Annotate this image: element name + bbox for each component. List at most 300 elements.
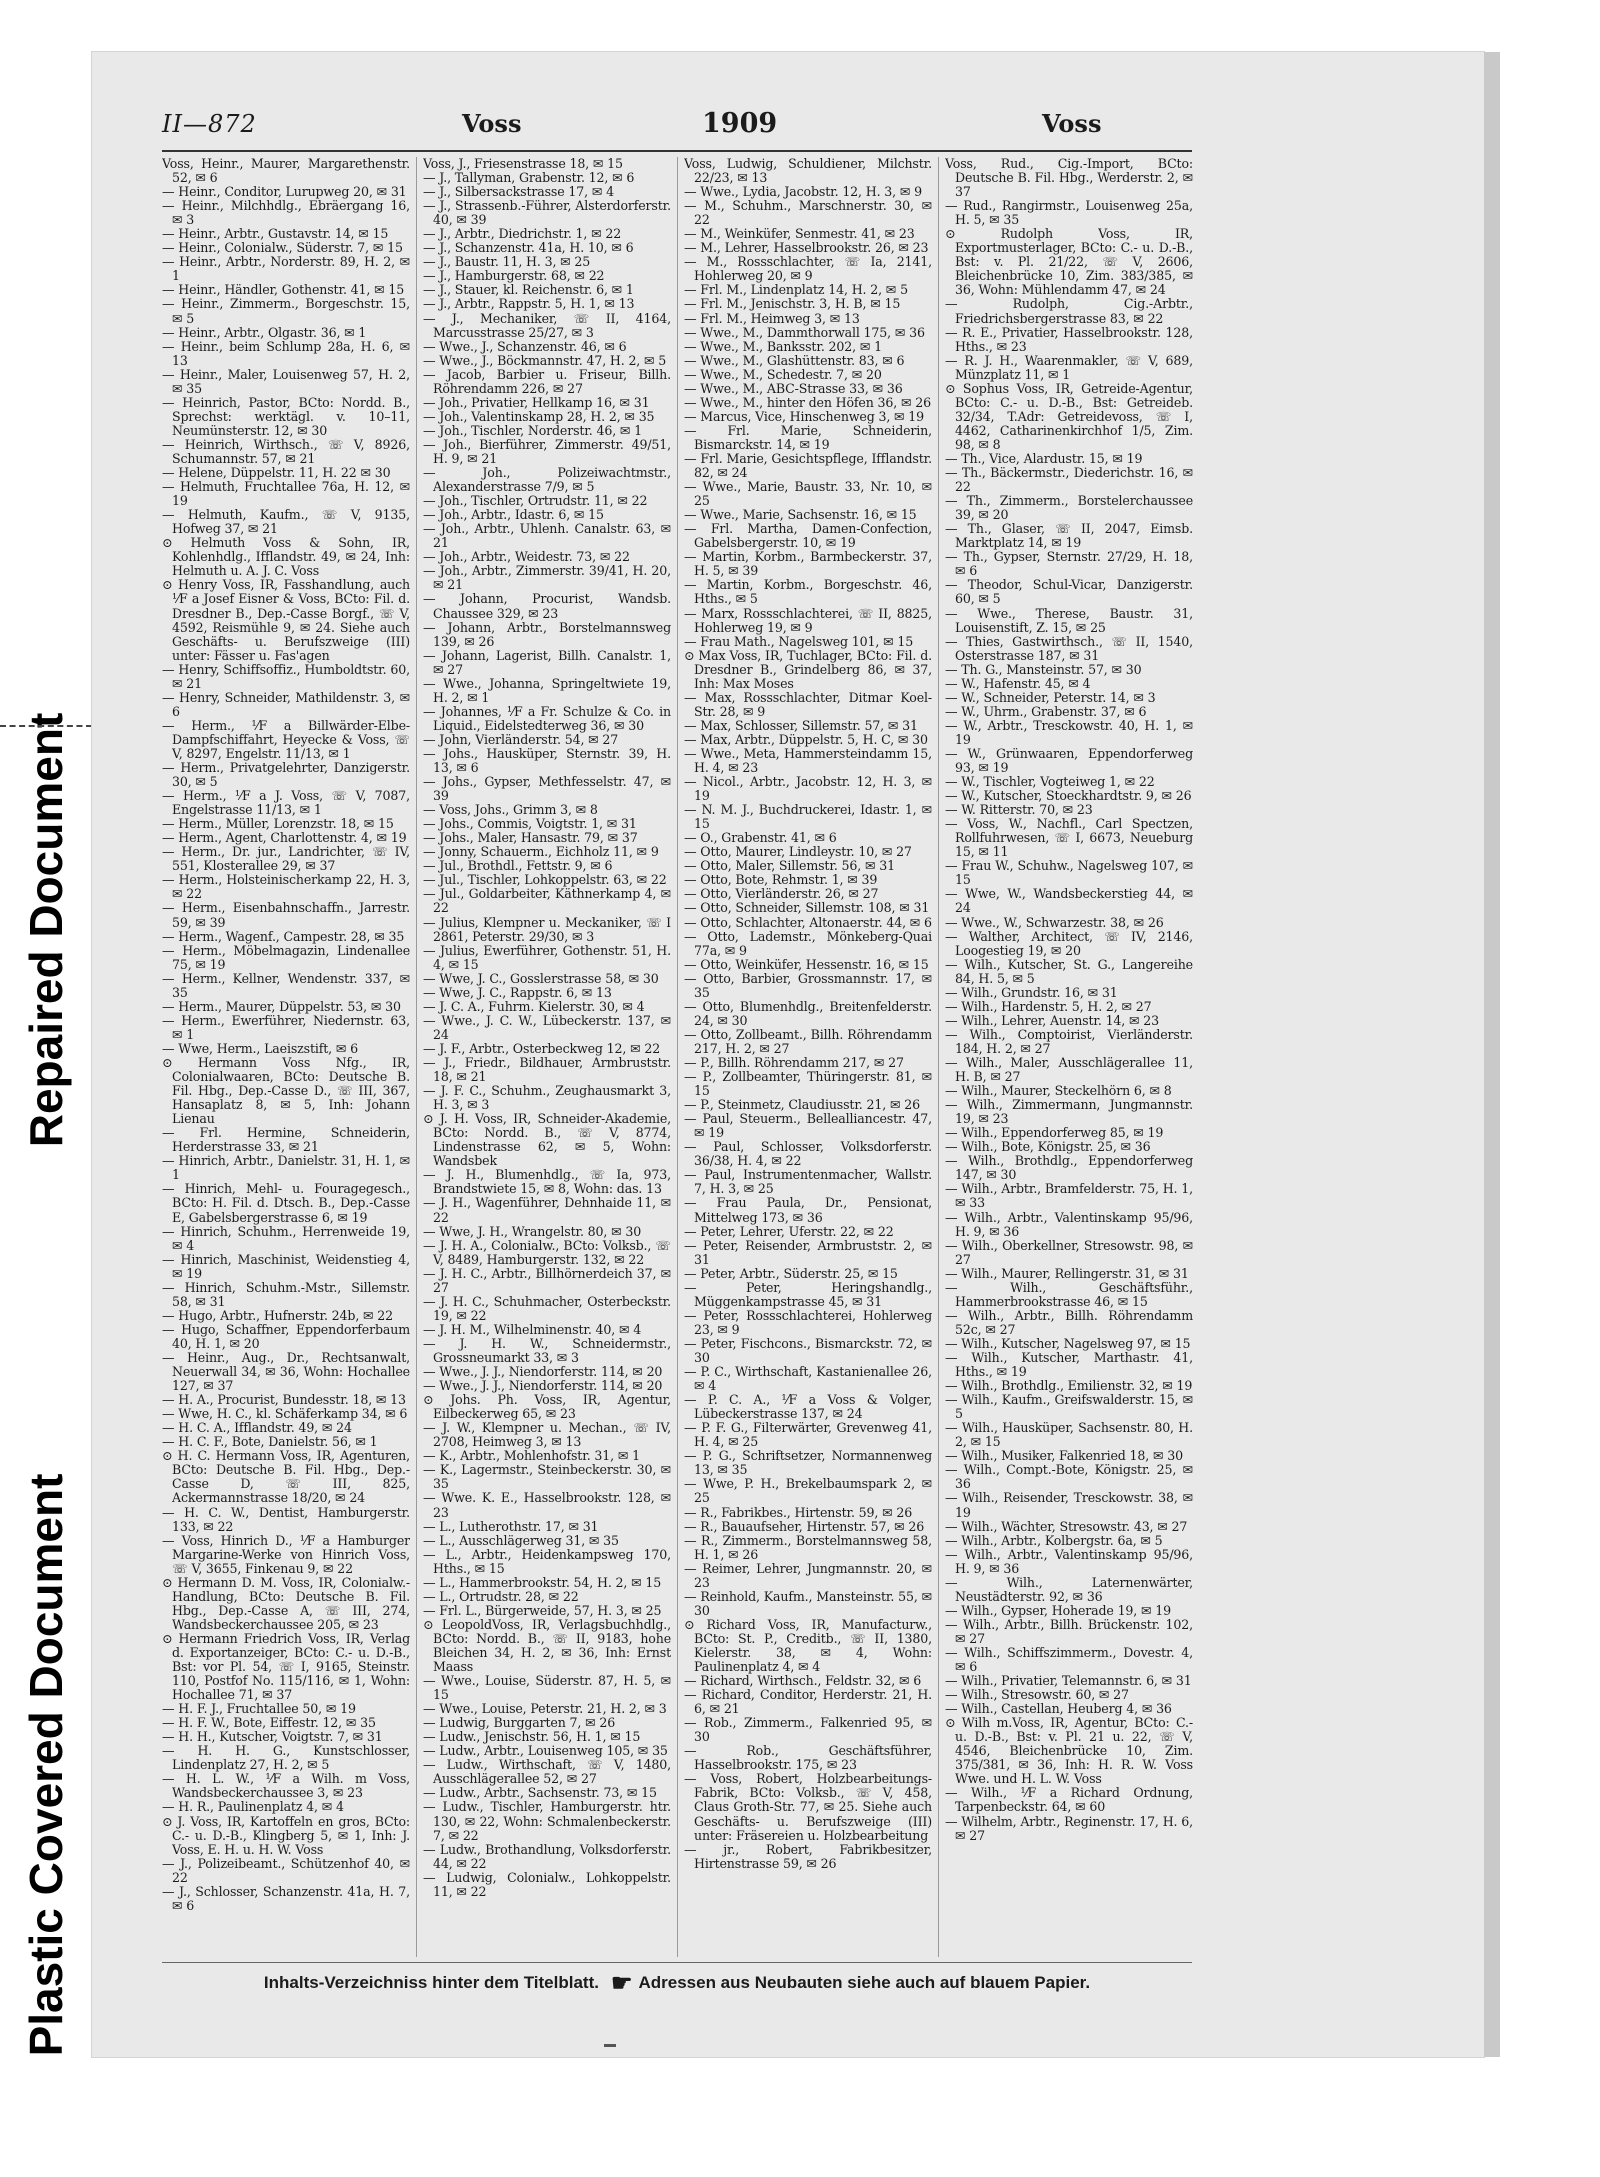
directory-entry: — H. C. F., Bote, Danielstr. 56, ✉ 1: [162, 1434, 378, 1450]
directory-entry: — Wilh., Arbtr., Valentinskamp 95/96, H. 9, ✉ 36: [945, 1209, 1193, 1239]
directory-entry: — Paul, Instrumentenmacher, Wallstr. 7, H. 3, ✉ 25: [684, 1167, 932, 1197]
header-year: 1909: [702, 108, 778, 139]
directory-entry: — Wwe., M., Schedestr. 7, ✉ 20: [684, 366, 882, 382]
directory-entry: — Joh., Arbtr., Weidestr. 73, ✉ 22: [423, 549, 630, 565]
directory-entry: — J., Baustr. 11, H. 3, ✉ 25: [423, 254, 591, 270]
directory-entry: — Wilh., Hausküper, Sachsenstr. 80, H. 2, ✉ 15: [945, 1420, 1193, 1450]
directory-entry: — Heinr., Aug., Dr., Rechtsanwalt, Neuerwall 34, ✉ 36, Wohn: Hochallee 127, ✉ 37: [162, 1349, 410, 1394]
directory-entry: — Wwe., J., Schanzenstr. 46, ✉ 6: [423, 338, 627, 354]
directory-entry: — W., Schneider, Peterstr. 14, ✉ 3: [945, 689, 1156, 705]
directory-entry: — J., Silbersackstrasse 17, ✉ 4: [423, 184, 614, 200]
directory-entry: — Wilh., Eppendorferweg 85, ✉ 19: [945, 1125, 1164, 1141]
directory-entry: — Wilh., Compt.-Bote, Königstr. 25, ✉ 36: [945, 1462, 1193, 1492]
directory-entry: ⊙ Henry Voss, IR, Fasshandlung, auch ⅟F a Josef Eisner & Voss, BCto: Fil. d. Dresdner B., Dep.-Casse Borgf., ☏ V, 4592, Reismühle 9, ✉ 24. Siehe auch Geschäfts- u. Berufszweige (III) unter: Fässer u. Fas'agen: [162, 577, 410, 663]
directory-entry: — Hinrich, Schuhm., Herrenweide 19, ✉ 4: [162, 1223, 410, 1253]
directory-entry: — Wilhelm, Arbtr., Reginenstr. 17, H. 6, ✉ 27: [945, 1813, 1193, 1843]
directory-entry: — Herm., Holsteinischerkamp 22, H. 3, ✉ 22: [162, 872, 410, 902]
header-rule: [162, 150, 1192, 152]
column-divider: [677, 157, 678, 1957]
directory-entry: — Hugo, Arbtr., Hufnerstr. 24b, ✉ 22: [162, 1307, 394, 1323]
directory-entry: — Ludw., Arbtr., Louisenweg 105, ✉ 35: [423, 1743, 668, 1759]
directory-entry: — Frl. M., Jenischstr. 3, H. B, ✉ 15: [684, 296, 901, 312]
directory-entry: — Otto, Blumenhdlg., Breitenfelderstr. 24, ✉ 30: [684, 998, 932, 1028]
directory-entry: — Th., Glaser, ☏ II, 2047, Eimsb. Marktplatz 14, ✉ 19: [945, 521, 1193, 551]
directory-column-3: [684, 157, 932, 1957]
directory-entry: — Wilh., Hardenstr. 5, H. 2, ✉ 27: [945, 998, 1152, 1014]
directory-entry: — H. C. A., Ifflandstr. 49, ✉ 24: [162, 1420, 352, 1436]
directory-entry: ⊙ LeopoldVoss, IR, Verlagsbuchhdlg., BCto: Nordd. B., ☏ II, 9183, hohe Bleichen 34, H. 2, ✉ 36, Inh: Ernst Maass: [423, 1616, 671, 1675]
directory-entry: — Marcus, Vice, Hinschenweg 3, ✉ 19: [684, 408, 925, 424]
directory-entry: — Rob., Geschäftsführer, Hasselbrookstr. 175, ✉ 23: [684, 1743, 932, 1773]
directory-entry: — Jul., Goldarbeiter, Käthnerkamp 4, ✉ 22: [423, 886, 671, 916]
directory-entry: — Wwe., Marie, Baustr. 33, Nr. 10, ✉ 25: [684, 479, 932, 509]
directory-entry: — Herm., Möbelmagazin, Lindenallee 75, ✉ 19: [162, 942, 410, 972]
pointing-hand-icon: ☛: [610, 1970, 633, 1997]
directory-entry: — Ludwig, Colonialw., Lohkoppelstr. 11, ✉ 22: [423, 1869, 671, 1899]
directory-entry: — Reimer, Lehrer, Jungmannstr. 20, ✉ 23: [684, 1560, 932, 1590]
directory-entry: — Wwe, J. C., Rappstr. 6, ✉ 13: [423, 984, 612, 1000]
directory-entry: — Joh., Polizeiwachtmstr., Alexanderstrasse 7/9, ✉ 5: [423, 465, 671, 495]
directory-entry: — Otto, Maurer, Lindleystr. 10, ✉ 27: [684, 844, 912, 860]
directory-entry: — Frl. Marie, Gesichtspflege, Ifflandstr. 82, ✉ 24: [684, 450, 932, 481]
directory-entry: — Wilh., Comptoirist, Vierländerstr. 184, H. 2, ✉ 27: [945, 1026, 1193, 1056]
directory-entry: — Wilh., Laternenwärter, Neustädterstr. 92, ✉ 36: [945, 1574, 1193, 1604]
directory-entry: ⊙ Hermann Friedrich Voss, IR, Verlag d. Exportanzeiger, BCto: C.- u. D.-B., Bst: vor Pl. 54, ☏ I, 9165, Steinstr. 110, Postfof No. 115/116, ✉ 1, Wohn: Hochallee 71, ✉ 37: [162, 1630, 410, 1703]
directory-entry: — Frau Math., Nagelsweg 101, ✉ 15: [684, 633, 914, 649]
directory-entry: — Frl. L., Bürgerweide, 57, H. 3, ✉ 25: [423, 1602, 662, 1618]
directory-entry: — Rud., Rangirmstr., Louisenweg 25a, H. 5, ✉ 35: [945, 198, 1193, 228]
directory-entry: — Otto, Schlachter, Altonaerstr. 44, ✉ 6: [684, 914, 932, 930]
directory-entry: — Paul, Steuerm., Bellealliancestr. 47, ✉ 19: [684, 1111, 932, 1141]
directory-entry: — Jacob, Barbier u. Friseur, Billh. Röhrendamm 226, ✉ 27: [423, 366, 671, 396]
directory-entry: — Wilh., Maurer, Steckelhörn 6, ✉ 8: [945, 1083, 1172, 1099]
directory-entry: — Rudolph, Cig.-Arbtr., Friedrichsbergerstrasse 83, ✉ 22: [945, 296, 1193, 326]
directory-entry: — J., Schlosser, Schanzenstr. 41a, H. 7, ✉ 6: [162, 1883, 410, 1913]
directory-entry: — Frl. Martha, Damen-Confection, Gabelsbergerstr. 10, ✉ 19: [684, 521, 932, 551]
directory-entry: — Herm., ⅟F a J. Voss, ☏ V, 7087, Engelstrasse 11/13, ✉ 1: [162, 788, 410, 818]
directory-entry: — H. C. W., Dentist, Hamburgerstr. 133, ✉ 22: [162, 1504, 410, 1534]
directory-entry: — Otto, Weinküfer, Hessenstr. 16, ✉ 15: [684, 956, 929, 972]
directory-entry: — W., Kutscher, Stoeckhardtstr. 9, ✉ 26: [945, 788, 1192, 804]
directory-entry: — Voss, Robert, Holzbearbeitungs-Fabrik, BCto: Volksb., ☏ V, 458, Claus Groth-Str. 77, ✉ 25. Siehe auch Geschäfts- u. Berufszweige (III) unter: Fräsereien u. Holzbearbeitung: [684, 1771, 932, 1843]
directory-entry: — Heinr., Maler, Louisenweg 57, H. 2, ✉ 35: [162, 366, 410, 396]
directory-entry: — H. A., Procurist, Bundesstr. 18, ✉ 13: [162, 1392, 406, 1408]
directory-entry: — Joh., Tischler, Ortrudstr. 11, ✉ 22: [423, 493, 648, 509]
directory-entry: — J. H. M., Wilhelminenstr. 40, ✉ 4: [423, 1321, 642, 1337]
directory-entry: — Wilh., Wächter, Stresowstr. 43, ✉ 27: [945, 1518, 1188, 1534]
directory-entry: — H. L. W., ⅟F a Wilh. m Voss, Wandsbeckerchaussee 3, ✉ 23: [162, 1771, 410, 1801]
directory-entry: — Walther, Architect, ☏ IV, 2146, Loogestieg 19, ✉ 20: [945, 928, 1193, 958]
header-right-name: Voss: [1042, 109, 1102, 138]
directory-entry: — Frl. M., Lindenplatz 14, H. 2, ✉ 5: [684, 282, 908, 298]
directory-entry: — J. W., Klempner u. Mechan., ☏ IV, 2708, Heimweg 3, ✉ 13: [423, 1420, 671, 1450]
directory-entry: — Otto, Barbier, Grossmannstr. 17, ✉ 35: [684, 970, 932, 1000]
directory-entry: — Rob., Zimmerm., Falkenried 95, ✉ 30: [684, 1715, 932, 1745]
directory-entry: — Wilh., Castellan, Heuberg 4, ✉ 36: [945, 1701, 1172, 1717]
directory-entry: — Heinrich, Pastor, BCto: Nordd. B., Sprechst: werktägl. v. 10–11, Neumünsterstr. 12, ✉ 30: [162, 394, 410, 438]
directory-entry: — Wwe., J., Böckmannstr. 47, H. 2, ✉ 5: [423, 352, 667, 368]
directory-entry: — Otto, Maler, Sillemstr. 56, ✉ 31: [684, 858, 895, 874]
directory-entry: — Herm., Eisenbahnschaffn., Jarrestr. 59, ✉ 39: [162, 900, 410, 930]
directory-entry: — Hinrich, Arbtr., Danielstr. 31, H. 1, ✉ 1: [162, 1153, 410, 1183]
directory-entry: — Nicol., Arbtr., Jacobstr. 12, H. 3, ✉ 19: [684, 774, 932, 804]
directory-entry: — Th., Vice, Alardustr. 15, ✉ 19: [945, 450, 1143, 466]
directory-entry: — Johann, Procurist, Wandsb. Chaussee 329, ✉ 23: [423, 591, 671, 621]
directory-entry: — Peter, Arbtr., Süderstr. 25, ✉ 15: [684, 1265, 898, 1281]
directory-entry: — Herm., Wagenf., Campestr. 28, ✉ 35: [162, 928, 405, 944]
directory-entry: — Heinrich, Wirthsch., ☏ V, 8926, Schumannstr. 57, ✉ 21: [162, 436, 410, 466]
directory-entry: — Joh., Valentinskamp 28, H. 2, ✉ 35: [423, 408, 655, 424]
directory-entry: — Frau Paula, Dr., Pensionat, Mittelweg 173, ✉ 36: [684, 1195, 932, 1225]
directory-entry: — Otto, Vierländerstr. 26, ✉ 27: [684, 886, 879, 902]
directory-entry: — Helene, Düppelstr. 11, H. 22 ✉ 30: [162, 465, 391, 481]
directory-entry: — N. M. J., Buchdruckerei, Idastr. 1, ✉ 15: [684, 802, 932, 832]
directory-entry: — J. H., Wagenführer, Dehnhaide 11, ✉ 22: [423, 1195, 671, 1225]
directory-entry: — Heinr., Milchhdlg., Ebräergang 16, ✉ 3: [162, 198, 410, 228]
directory-entry: — Theodor, Schul-Vicar, Danzigerstr. 60, ✉ 5: [945, 577, 1193, 607]
directory-entry: — Wilh., Schiffszimmerm., Dovestr. 4, ✉ 6: [945, 1644, 1193, 1675]
directory-entry: — John, Vierländerstr. 54, ✉ 27: [423, 731, 619, 747]
directory-entry: — W., Uhrm., Grabenstr. 37, ✉ 6: [945, 703, 1147, 719]
directory-entry: ⊙ Johs. Ph. Voss, IR, Agentur, Eilbeckerweg 65, ✉ 23: [423, 1392, 671, 1422]
directory-entry: — J. H. W., Schneidermstr., Grossneumarkt 33, ✉ 3: [423, 1335, 671, 1365]
directory-entry: — Wilh., Musiker, Falkenried 18, ✉ 30: [945, 1448, 1183, 1464]
directory-entry: — J., Friedr., Bildhauer, Armbruststr. 18, ✉ 21: [423, 1055, 671, 1085]
directory-entry: — J., Arbtr., Diedrichstr. 1, ✉ 22: [423, 226, 622, 242]
footer-index-note: Inhalts-Verzeichniss hinter dem Titelblatt.: [263, 1973, 599, 1992]
footer-new-buildings-note: Adressen aus Neubauten siehe auch auf blauem Papier.: [638, 1973, 1091, 1992]
directory-entry: — W., Arbtr., Tresckowstr. 40, H. 1, ✉ 19: [945, 717, 1193, 747]
directory-entry: — Jul., Brothdl., Fettstr. 9, ✉ 6: [423, 858, 613, 874]
directory-entry: — Hinrich, Schuhm.-Mstr., Sillemstr. 58, ✉ 31: [162, 1279, 410, 1309]
directory-entry: — Wilh., Kutscher, Nagelsweg 97, ✉ 15: [945, 1335, 1191, 1351]
directory-entry: — Wwe., M., ABC-Strasse 33, ✉ 36: [684, 380, 903, 396]
directory-entry: — J., Arbtr., Rappstr. 5, H. 1, ✉ 13: [423, 296, 635, 312]
directory-entry: — Voss, W., Nachfl., Carl Spectzen, Rollfuhrwesen, ☏ I, 6673, Neueburg 15, ✉ 11: [945, 816, 1193, 860]
directory-column-4: [945, 157, 1193, 1957]
directory-entry: — Wilh., Geschäftsführ., Hammerbrookstrasse 46, ✉ 15: [945, 1279, 1193, 1309]
directory-entry: — W., Tischler, Vogteiweg 1, ✉ 22: [945, 774, 1155, 790]
directory-entry: ⊙ H. C. Hermann Voss, IR, Agenturen, BCto: Deutsche B. Fil. Hbg., Dep.-Casse D, ☏ III, 825, Ackermannstrasse 18/20, ✉ 24: [162, 1448, 410, 1506]
directory-entry: — M., Lehrer, Hasselbrookstr. 26, ✉ 23: [684, 240, 929, 256]
directory-entry: — Wwe., M., Dammthorwall 175, ✉ 36: [684, 324, 925, 340]
directory-entry: — L., Lutherothstr. 17, ✉ 31: [423, 1518, 599, 1534]
directory-entry: — Heinr., Händler, Gothenstr. 41, ✉ 15: [162, 282, 405, 298]
directory-entry: — Joh., Arbtr., Idastr. 6, ✉ 15: [423, 507, 604, 523]
directory-entry: — Julius, Klempner u. Meckaniker, ☏ I 2861, Peterstr. 29/30, ✉ 3: [423, 914, 671, 944]
directory-entry: — Wilh., Zimmermann, Jungmannstr. 19, ✉ 23: [945, 1097, 1193, 1127]
directory-entry: — Johs., Hausküper, Sternstr. 39, H. 13, ✉ 6: [423, 745, 671, 776]
directory-entry: ⊙ Wilh m.Voss, IR, Agentur, BCto: C.- u. D.-B., Bst: v. Pl. 21 u. 22, ☏ V, 4546, Bleichenbrücke 10, Zim. 375/381, ✉ 36, Inh: H. R. W. Voss Wwe. und H. L. W. Voss: [945, 1715, 1193, 1787]
directory-entry: — Peter, Reisender, Armbruststr. 2, ✉ 31: [684, 1237, 932, 1267]
directory-entry: — Wilh., Kaufm., Greifswalderstr. 15, ✉ 5: [945, 1392, 1193, 1422]
directory-entry: — P. C., Wirthschaft, Kastanienallee 26, ✉ 4: [684, 1364, 932, 1394]
directory-entry: — Wilh., Brothdlg., Emilienstr. 32, ✉ 19: [945, 1378, 1193, 1394]
directory-entry: — Wilh., Bote, Königstr. 25, ✉ 36: [945, 1139, 1151, 1155]
directory-entry: — Henry, Schneider, Mathildenstr. 3, ✉ 6: [162, 689, 410, 719]
directory-entry: — K., Lagermstr., Steinbeckerstr. 30, ✉ 35: [423, 1462, 671, 1492]
directory-entry: — Ludw., Brothandlung, Volksdorferstr. 44, ✉ 22: [423, 1841, 671, 1871]
directory-entry: — Johs., Maler, Hansastr. 79, ✉ 37: [423, 830, 638, 846]
directory-entry: ⊙ Rudolph Voss, IR, Exportmusterlager, BCto: C.- u. D.-B., Bst: v. Pl. 21/22, ☏ V, 2606, Bleichenbrücke 10, Zim. 383/385, ✉ 36, Wohn: Mühlendamm 47, ✉ 24: [945, 226, 1193, 298]
directory-entry: — Martin, Korbm., Barmbeckerstr. 37, H. 5, ✉ 39: [684, 549, 932, 579]
directory-entry: — Wwe., Therese, Baustr. 31, Louisenstift, Z. 15, ✉ 25: [945, 605, 1193, 635]
directory-entry: ⊙ Richard Voss, IR, Manufacturw., BCto: St. P., Creditb., ☏ II, 1380, Kielerstr. 38, ✉ 4, Wohn: Paulinenplatz 4, ✉ 4: [684, 1616, 932, 1675]
directory-entry: — Herm., Dr. jur., Landrichter, ☏ IV, 551, Klosterallee 29, ✉ 37: [162, 844, 410, 874]
directory-entry: — Wilh., ⅟F a Richard Ordnung, Tarpenbeckstr. 64, ✉ 60: [945, 1785, 1193, 1815]
directory-entry: — Heinr., Arbtr., Gustavstr. 14, ✉ 15: [162, 226, 389, 242]
directory-entry: — K., Arbtr., Mohlenhofstr. 31, ✉ 1: [423, 1448, 640, 1464]
directory-entry: — Johs., Gypser, Methfesselstr. 47, ✉ 39: [423, 774, 671, 804]
directory-entry: — Wilh., Kutscher, St. G., Langereihe 84, H. 5, ✉ 5: [945, 956, 1193, 986]
directory-entry: — Wilh., Lehrer, Auenstr. 14, ✉ 23: [945, 1012, 1159, 1028]
directory-entry: — P. G., Schriftsetzer, Normannenweg 13, ✉ 35: [684, 1448, 932, 1478]
directory-entry: — Max, Arbtr., Düppelstr. 5, H. C, ✉ 30: [684, 731, 928, 747]
footer-rule: [162, 1962, 1192, 1963]
directory-entry: Voss, J., Friesenstrasse 18, ✉ 15: [423, 157, 623, 171]
directory-entry: — J. H. C., Arbtr., Billhörnerdeich 37, ✉ 27: [423, 1265, 671, 1295]
directory-entry: ⊙ Sophus Voss, IR, Getreide-Agentur, BCto: C.- u. D.-B., Bst: Getreideb. 32/34, T.Adr: Getreidevoss, ☏ I, 4462, Catharinenkirchhof 1/5, Zim. 98, ✉ 8: [945, 380, 1193, 452]
directory-entry: ⊙ J. Voss, IR, Kartoffeln en gros, BCto: C.- u. D.-B., Klingberg 5, ✉ 1, Inh: J. Voss, E. H. u. H. W. Voss: [162, 1813, 410, 1857]
directory-entry: — Wwe., J. J., Niendorferstr. 114, ✉ 20: [423, 1364, 663, 1380]
directory-entry: — Max, Schlosser, Sillemstr. 57, ✉ 31: [684, 717, 918, 733]
directory-entry: — L., Ausschlägerweg 31, ✉ 35: [423, 1532, 619, 1548]
directory-entry: — Peter, Heringshandlg., Müggenkampstrasse 45, ✉ 31: [684, 1279, 932, 1309]
directory-entry: — Thies, Gastwirthsch., ☏ II, 1540, Osterstrasse 187, ✉ 31: [945, 633, 1193, 663]
directory-entry: — Otto, Schneider, Sillemstr. 108, ✉ 31: [684, 900, 930, 916]
directory-entry: ⊙ Max Voss, IR, Tuchlager, BCto: Fil. d. Dresdner B., Grindelberg 86, ✉ 37, Inh: Max Moses: [684, 647, 932, 691]
directory-entry: — Heinr., beim Schlump 28a, H. 6, ✉ 13: [162, 338, 410, 368]
directory-entry: — Wilh., Maurer, Rellingerstr. 31, ✉ 31: [945, 1265, 1189, 1281]
directory-entry: — Wwe., Johanna, Springeltwiete 19, H. 2, ✉ 1: [423, 675, 671, 705]
directory-entry: — Wilh., Arbtr., Kolbergstr. 6a, ✉ 5: [945, 1532, 1163, 1548]
directory-entry: — Wilh., Arbtr., Billh. Röhrendamm 52c, ✉ 27: [945, 1307, 1193, 1337]
plastic-covered-stamp: Plastic Covered Document: [20, 1473, 72, 2057]
directory-entry: — Wwe., Meta, Hammersteindamm 15, H. 4, ✉ 23: [684, 745, 932, 776]
directory-entry: — Voss, Johs., Grimm 3, ✉ 8: [423, 802, 598, 818]
scanned-page: [92, 52, 1484, 2057]
directory-entry: — M., Schuhm., Marschnerstr. 30, ✉ 22: [684, 198, 932, 228]
directory-entry: — Peter, Lehrer, Uferstr. 22, ✉ 22: [684, 1223, 894, 1239]
directory-entry: — Herm., Privatgelehrter, Danzigerstr. 30, ✉ 5: [162, 760, 410, 790]
directory-entry: — P., Billh. Röhrendamm 217, ✉ 27: [684, 1055, 904, 1070]
directory-entry: — L., Ortrudstr. 28, ✉ 22: [423, 1588, 579, 1604]
directory-entry: — Ludwig, Burggarten 7, ✉ 26: [423, 1715, 616, 1731]
directory-entry: — Wwe, P. H., Brekelbaumspark 2, ✉ 25: [684, 1476, 932, 1506]
directory-entry: — Wwe., Lydia, Jacobstr. 12, H. 3, ✉ 9: [684, 184, 922, 200]
directory-entry: — J. H. C., Schuhmacher, Osterbeckstr. 19, ✉ 22: [423, 1293, 671, 1323]
header-left-name: Voss: [462, 109, 522, 138]
directory-entry: — Wilh., Maler, Ausschlägerallee 11, H. B, ✉ 27: [945, 1055, 1193, 1085]
directory-entry: — Otto, Bote, Rehmstr. 1, ✉ 39: [684, 872, 878, 888]
directory-entry: Voss, Ludwig, Schuldiener, Milchstr. 22/23, ✉ 13: [684, 157, 932, 186]
directory-entry: — W. Ritterstr. 70, ✉ 23: [945, 802, 1093, 818]
directory-entry: — Heinr., Zimmerm., Borgeschstr. 15, ✉ 5: [162, 296, 410, 326]
directory-entry: — Wilh., Stresowstr. 60, ✉ 27: [945, 1687, 1129, 1703]
directory-entry: — Marx, Rossschlachterei, ☏ II, 8825, Hohlerweg 19, ✉ 9: [684, 605, 932, 635]
column-divider: [416, 157, 417, 1957]
directory-entry: — Johann, Lagerist, Billh. Canalstr. 1, ✉ 27: [423, 647, 671, 677]
directory-entry: — Th., Gypser, Sternstr. 27/29, H. 18, ✉ 6: [945, 549, 1193, 579]
directory-entry: — J., Mechaniker, ☏ II, 4164, Marcusstrasse 25/27, ✉ 3: [423, 310, 671, 340]
directory-entry: — R., Bauaufseher, Hirtenstr. 57, ✉ 26: [684, 1518, 925, 1534]
directory-entry: — Joh., Privatier, Hellkamp 16, ✉ 31: [423, 394, 650, 410]
directory-entry: — H. F. W., Bote, Eiffestr. 12, ✉ 35: [162, 1715, 376, 1731]
directory-entry: — L., Hammerbrookstr. 54, H. 2, ✉ 15: [423, 1574, 662, 1590]
directory-entry: — Wwe. K. E., Hasselbrookstr. 128, ✉ 23: [423, 1490, 671, 1520]
directory-entry: — Herm., Ewerführer, Niedernstr. 63, ✉ 1: [162, 1012, 410, 1042]
directory-entry: ⊙ Hermann D. M. Voss, IR, Colonialw.-Handlung, BCto: Deutsche B. Fil. Hbg., Dep.-Casse A, ☏ III, 274, Wandsbeckerchaussee 205, ✉ 23: [162, 1574, 410, 1632]
directory-entry: — Hugo, Schaffner, Eppendorferbaum 40, H. 1, ✉ 20: [162, 1321, 410, 1351]
directory-entry: — Wwe, J. H., Wrangelstr. 80, ✉ 30: [423, 1223, 642, 1239]
directory-entry: — Wwe., Marie, Sachsenstr. 16, ✉ 15: [684, 507, 917, 523]
directory-entry: ⊙ Helmuth Voss & Sohn, IR, Kohlenhdlg., Ifflandstr. 49, ✉ 24, Inh: Helmuth u. A. J. C. Voss: [162, 535, 410, 579]
directory-entry: — Herm., Maurer, Düppelstr. 53, ✉ 30: [162, 998, 401, 1014]
directory-entry: — Joh., Tischler, Norderstr. 46, ✉ 1: [423, 422, 643, 438]
directory-entry: — Wilh., Brothdlg., Eppendorferweg 147, ✉ 30: [945, 1153, 1193, 1183]
directory-entry: — M., Weinküfer, Senmestr. 41, ✉ 23: [684, 226, 915, 242]
directory-entry: — Otto, Zollbeamt., Billh. Röhrendamm 217, H. 2, ✉ 27: [684, 1026, 932, 1056]
directory-entry: — Wwe., J. J., Niendorferstr. 114, ✉ 20: [423, 1378, 663, 1394]
directory-entry: — Wilh., Privatier, Telemannstr. 6, ✉ 31: [945, 1673, 1192, 1689]
directory-entry: — J. H. A., Colonialw., BCto: Volksb., ☏ V, 8489, Hamburgerstr. 132, ✉ 22: [423, 1237, 671, 1267]
directory-entry: — Jul., Tischler, Lohkoppelstr. 63, ✉ 22: [423, 872, 667, 888]
directory-entry: — jr., Robert, Fabrikbesitzer, Hirtenstrasse 59, ✉ 26: [684, 1841, 932, 1871]
directory-entry: — Th. G., Mansteinstr. 57, ✉ 30: [945, 661, 1142, 677]
directory-entry: — J., Polizeibeamt., Schützenhof 40, ✉ 22: [162, 1855, 410, 1885]
directory-entry: — Herm., Müller, Lorenzstr. 18, ✉ 15: [162, 816, 394, 832]
directory-entry: — J., Schanzenstr. 41a, H. 10, ✉ 6: [423, 240, 634, 256]
directory-entry: — Wwe., M., Banksstr. 202, ✉ 1: [684, 338, 882, 354]
directory-entry: Voss, Rud., Cig.-Import, BCto: Deutsche B. Fil. Hbg., Werderstr. 2, ✉ 37: [945, 157, 1193, 200]
directory-entry: — Wilh., Gypser, Hoherade 19, ✉ 19: [945, 1602, 1171, 1618]
directory-entry: — J., Stauer, kl. Reichenstr. 6, ✉ 1: [423, 282, 634, 298]
directory-entry: — W., Hafenstr. 45, ✉ 4: [945, 675, 1091, 691]
directory-entry: — Frau W., Schuhw., Nagelsweg 107, ✉ 15: [945, 858, 1193, 888]
directory-entry: — Th., Bäckermstr., Diederichstr. 16, ✉ 22: [945, 465, 1193, 495]
column-divider: [938, 157, 939, 1957]
directory-entry: — Heinr., Colonialw., Süderstr. 7, ✉ 15: [162, 240, 403, 256]
directory-entry: — Wwe., J. C. W., Lübeckerstr. 137, ✉ 24: [423, 1012, 671, 1042]
directory-entry: — Frl. M., Heimweg 3, ✉ 13: [684, 310, 860, 326]
directory-entry: — J., Strassenb.-Führer, Alsterdorferstr. 40, ✉ 39: [423, 198, 671, 228]
directory-column-1: [162, 157, 410, 1957]
directory-entry: — Peter, Fischcons., Bismarckstr. 72, ✉ 30: [684, 1335, 932, 1365]
directory-entry: — Wwe., M., hinter den Höfen 36, ✉ 26: [684, 394, 931, 410]
directory-entry: — M., Rossschlachter, ☏ Ia, 2141, Hohlerweg 20, ✉ 9: [684, 254, 932, 284]
directory-entry: — Ludw., Jenischstr. 56, H. 1, ✉ 15: [423, 1729, 641, 1745]
directory-entry: — Herm., ⅟F a Billwärder-Elbe-Dampfschiffahrt, Heyecke & Voss, ☏ V, 8297, Engelstr. 11/13, ✉ 1: [162, 717, 410, 761]
directory-entry: ⊙ Hermann Voss Nfg., IR, Colonialwaaren, BCto: Deutsche B. Fil. Hbg., Dep.-Casse D., ☏ III, 367, Hansaplatz 8, ✉ 5, Inh: Johann Lienau: [162, 1055, 410, 1127]
directory-entry: — J. H., Blumenhdlg., ☏ Ia, 973, Brandstwiete 15, ✉ 8, Wohn: das. 13: [423, 1167, 671, 1197]
directory-entry: — Wwe, J. C., Gosslerstrasse 58, ✉ 30: [423, 970, 659, 986]
directory-entry: — P., Steinmetz, Claudiusstr. 21, ✉ 26: [684, 1097, 920, 1113]
directory-entry: — Heinr., Arbtr., Norderstr. 89, H. 2, ✉ 1: [162, 254, 410, 284]
directory-entry: — Wwe., W., Schwarzestr. 38, ✉ 26: [945, 914, 1164, 930]
directory-entry: — Wwe., Louise, Süderstr. 87, H. 5, ✉ 15: [423, 1673, 671, 1703]
directory-entry: — Johs., Commis, Voigtstr. 1, ✉ 31: [423, 816, 637, 832]
directory-entry: — Wwe., M., Glashüttenstr. 83, ✉ 6: [684, 352, 905, 368]
directory-entry: — J. F., Arbtr., Osterbeckweg 12, ✉ 22: [423, 1040, 661, 1056]
directory-entry: — Herm., Agent, Charlottenstr. 4, ✉ 19: [162, 830, 407, 846]
directory-entry: — Hinrich, Maschinist, Weidenstieg 4, ✉ 19: [162, 1251, 410, 1281]
directory-entry: — Th., Zimmerm., Borstelerchaussee 39, ✉ 20: [945, 493, 1193, 523]
directory-entry: — Voss, Hinrich D., ⅟F a Hamburger Margarine-Werke von Hinrich Voss, ☏ V, 3655, Finkenau 9, ✉ 22: [162, 1532, 410, 1576]
directory-entry: — R., Fabrikbes., Hirtenstr. 59, ✉ 26: [684, 1504, 913, 1520]
directory-entry: — Helmuth, Fruchtallee 76a, H. 12, ✉ 19: [162, 479, 410, 509]
directory-entry: — Johannes, ⅟F a Fr. Schulze & Co. in Liquid., Eidelstedterweg 36, ✉ 30: [423, 703, 671, 733]
repaired-document-stamp: Repaired Document: [20, 712, 72, 1148]
directory-entry: — Wwe, Herm., Laeiszstift, ✉ 6: [162, 1040, 358, 1056]
directory-entry: — Henry, Schiffsoffiz., Humboldtstr. 60, ✉ 21: [162, 661, 410, 691]
directory-entry: — R. E., Privatier, Hasselbrookstr. 128, Hths., ✉ 23: [945, 324, 1193, 354]
footer-note: [162, 1970, 1192, 1997]
right-margin: [1500, 52, 1600, 2057]
directory-entry: — Johann, Arbtr., Borstelmannsweg 139, ✉ 26: [423, 619, 671, 649]
directory-entry: Voss, Heinr., Maurer, Margarethenstr. 52, ✉ 6: [162, 157, 410, 186]
directory-entry: — Hinrich, Mehl- u. Fouragegesch., BCto: H. Fil. d. Dtsch. B., Dep.-Casse E, Gabelsbergerstrasse 6, ✉ 19: [162, 1181, 410, 1225]
directory-entry: — Frl. Marie, Schneiderin, Bismarckstr. 14, ✉ 19: [684, 422, 932, 452]
directory-entry: — Richard, Wirthsch., Feldstr. 32, ✉ 6: [684, 1673, 922, 1689]
directory-entry: — P. C. A., ⅟F a Voss & Volger, Lübeckerstrasse 137, ✉ 24: [684, 1392, 932, 1422]
directory-entry: — Wilh., Kutscher, Marthastr. 41, Hths., ✉ 19: [945, 1349, 1193, 1380]
directory-entry: — J., Hamburgerstr. 68, ✉ 22: [423, 268, 605, 284]
directory-entry: — W., Grünwaaren, Eppendorferweg 93, ✉ 19: [945, 745, 1193, 776]
directory-entry: — R. J. H., Waarenmakler, ☏ V, 689, Münzplatz 11, ✉ 1: [945, 352, 1193, 382]
directory-entry: — Jonny, Schauerm., Eichholz 11, ✉ 9: [423, 844, 659, 860]
directory-entry: — Wilh., Oberkellner, Stresowstr. 98, ✉ 27: [945, 1237, 1193, 1267]
directory-entry: — Wwe, H. C., kl. Schäferkamp 34, ✉ 6: [162, 1406, 408, 1422]
directory-entry: — Reinhold, Kaufm., Mansteinstr. 55, ✉ 30: [684, 1588, 932, 1618]
directory-entry: — H. H. G., Kunstschlosser, Lindenplatz 27, H. 2, ✉ 5: [162, 1743, 410, 1773]
directory-entry: — Joh., Bierführer, Zimmerstr. 49/51, H. 9, ✉ 21: [423, 436, 671, 466]
directory-entry: — Wilh., Reisender, Tresckowstr. 38, ✉ 19: [945, 1490, 1193, 1520]
directory-entry: — Peter, Rossschlachterei, Hohlerweg 23, ✉ 9: [684, 1307, 932, 1337]
directory-entry: — Heinr., Conditor, Lurupweg 20, ✉ 31: [162, 184, 407, 200]
directory-entry: — Wilh., Arbtr., Billh. Brückenstr. 102, ✉ 27: [945, 1616, 1193, 1646]
directory-entry: — O., Grabenstr. 41, ✉ 6: [684, 830, 837, 846]
directory-entry: — J. F. C., Schuhm., Zeughausmarkt 3, H. 3, ✉ 3: [423, 1083, 671, 1113]
directory-entry: — H. H., Kutscher, Voigtstr. 7, ✉ 31: [162, 1729, 383, 1745]
directory-entry: ⊙ J. H. Voss, IR, Schneider-Akademie, BCto: Nordd. B., ☏ V, 8774, Lindenstrasse 62, ✉ 5, Wohn: Wandsbek: [423, 1111, 671, 1169]
left-margin-strip: [0, 0, 92, 2177]
directory-entry: — J., Tallyman, Grabenstr. 12, ✉ 6: [423, 170, 635, 186]
directory-entry: — Wilh., Grundstr. 16, ✉ 31: [945, 984, 1118, 1000]
page-number: II—872: [162, 110, 257, 138]
directory-entry: — R., Zimmerm., Borstelmannsweg 58, H. 1, ✉ 26: [684, 1532, 932, 1562]
running-head: [162, 104, 1192, 144]
page-mark: [604, 2044, 616, 2047]
directory-entry: — Wilh., Arbtr., Bramfelderstr. 75, H. 1, ✉ 33: [945, 1181, 1193, 1211]
directory-entry: — Joh., Arbtr., Zimmerstr. 39/41, H. 20, ✉ 21: [423, 563, 671, 593]
directory-entry: — Julius, Ewerführer, Gothenstr. 51, H. 4, ✉ 15: [423, 942, 671, 972]
directory-entry: — Frl. Hermine, Schneiderin, Herderstrasse 33, ✉ 21: [162, 1125, 410, 1155]
dashed-cut-line: [0, 725, 92, 727]
directory-entry: — Paul, Schlosser, Volksdorferstr. 36/38, H. 4, ✉ 22: [684, 1139, 932, 1169]
directory-entry: — Wilh., Arbtr., Valentinskamp 95/96, H. 9, ✉ 36: [945, 1546, 1193, 1576]
directory-entry: — Herm., Kellner, Wendenstr. 337, ✉ 35: [162, 970, 410, 1000]
directory-entry: — Ludw., Arbtr., Sachsenstr. 73, ✉ 15: [423, 1785, 657, 1801]
directory-entry: — P. F. G., Filterwärter, Grevenweg 41, H. 4, ✉ 25: [684, 1420, 932, 1450]
directory-entry: — Max, Rossschlachter, Ditmar Koel-Str. 28, ✉ 9: [684, 689, 932, 719]
directory-entry: — Wwe., Louise, Peterstr. 21, H. 2, ✉ 3: [423, 1701, 667, 1717]
directory-column-2: [423, 157, 671, 1957]
directory-entry: — Martin, Korbm., Borgeschstr. 46, Hths., ✉ 5: [684, 577, 932, 607]
directory-entry: — Heinr., Arbtr., Olgastr. 36, ✉ 1: [162, 324, 367, 340]
directory-entry: — L., Arbtr., Heidenkampsweg 170, Hths., ✉ 15: [423, 1546, 671, 1576]
directory-entry: — Joh., Arbtr., Uhlenh. Canalstr. 63, ✉ 21: [423, 521, 671, 551]
directory-entry: — Otto, Lademstr., Mönkeberg-Quai 77a, ✉ 9: [684, 928, 932, 958]
